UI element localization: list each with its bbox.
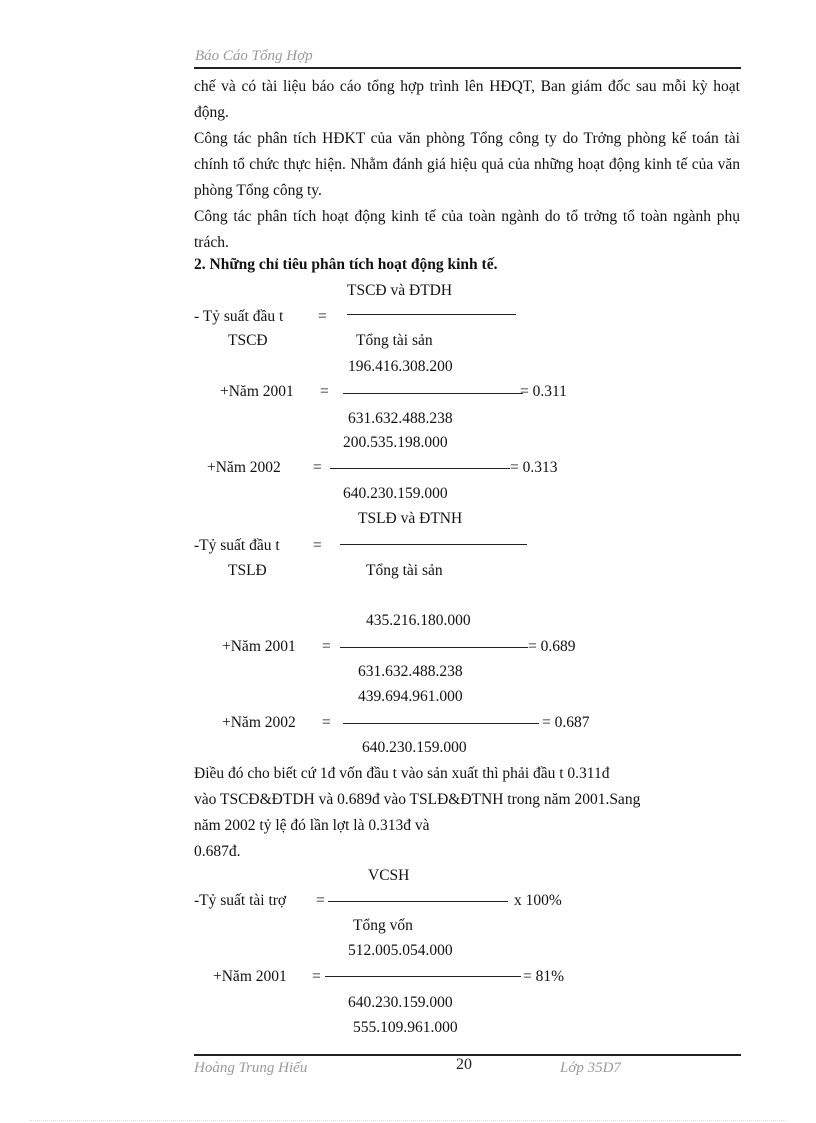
conclusion-line-4: 0.687đ. — [194, 843, 241, 860]
header-title: Báo Cáo Tổng Hợp — [195, 48, 313, 64]
formula2-denominator: Tổng tài sản — [366, 562, 443, 579]
f2-2001-label: +Năm 2001 — [222, 638, 296, 655]
footer-author: Hoàng Trung Hiếu — [194, 1060, 308, 1076]
f2-2001-fraction-line — [340, 647, 528, 648]
f3-2001-numerator: 512.005.054.000 — [348, 942, 453, 959]
f1-2002-fraction-line — [330, 468, 510, 469]
f1-2002-result: = 0.313 — [510, 459, 558, 476]
formula2-label: -Tỷ suất đầu t — [194, 537, 280, 554]
f3-2001-fraction-line — [325, 976, 521, 977]
f3-next-numerator: 555.109.961.000 — [353, 1019, 458, 1036]
formula2-equals: = — [313, 537, 322, 554]
formula3-multiplier: x 100% — [514, 892, 562, 909]
f1-2001-result: = 0.311 — [520, 383, 567, 400]
paragraph-1: chế và có tài liệu báo cáo tổng hợp trình lên HĐQT, Ban giám đốc sau mỗi kỳ hoạt động. — [194, 78, 740, 121]
f2-2001-numerator: 435.216.180.000 — [366, 612, 471, 629]
formula1-numerator: TSCĐ và ĐTDH — [347, 282, 453, 299]
formula2-numerator: TSLĐ và ĐTNH — [358, 510, 463, 527]
f1-2001-numerator: 196.416.308.200 — [348, 358, 453, 375]
conclusion-line-2: vào TSCĐ&ĐTDH và 0.689đ vào TSLĐ&ĐTNH trong năm 2001.Sang — [194, 791, 641, 808]
paragraph-3: Công tác phân tích hoạt động kinh tế của toàn ngành do tổ trởng tổ toàn ngành phụ trách. — [194, 208, 740, 251]
f1-2002-label: +Năm 2002 — [207, 459, 281, 476]
f2-2002-fraction-line — [343, 723, 539, 724]
section-heading: 2. Những chỉ tiêu phân tích hoạt động kinh tế. — [194, 256, 498, 273]
f2-2002-numerator: 439.694.961.000 — [358, 688, 463, 705]
f3-2001-equals: = — [312, 968, 321, 985]
f3-2001-label: +Năm 2001 — [213, 968, 287, 985]
f1-2002-equals: = — [313, 459, 322, 476]
f1-2001-label: +Năm 2001 — [220, 383, 294, 400]
f2-2001-denominator: 631.632.488.238 — [358, 663, 463, 680]
page-number: 20 — [456, 1056, 472, 1073]
formula1-denominator: Tổng tài sản — [356, 332, 433, 349]
f3-2001-result: = 81% — [523, 968, 565, 985]
f1-2001-equals: = — [320, 383, 329, 400]
formula1-sub-label: TSCĐ — [228, 332, 268, 349]
conclusion-line-3: năm 2002 tỷ lệ đó lần lợt là 0.313đ và — [194, 817, 430, 834]
conclusion-line-1: Điều đó cho biết cứ 1đ vốn đầu t vào sản xuất thì phải đầu t 0.311đ — [194, 765, 610, 782]
formula1-label: - Tỷ suất đầu t — [194, 308, 284, 325]
f2-2001-result: = 0.689 — [528, 638, 576, 655]
f3-2001-denominator: 640.230.159.000 — [348, 994, 453, 1011]
body-text — [194, 74, 740, 256]
formula3-fraction-line — [328, 901, 508, 902]
formula3-denominator: Tổng vốn — [353, 917, 413, 934]
formula2-fraction-line — [340, 544, 527, 545]
f1-2001-fraction-line — [343, 393, 523, 394]
f2-2002-equals: = — [322, 714, 331, 731]
f1-2001-denominator: 631.632.488.238 — [348, 410, 453, 427]
f2-2001-equals: = — [322, 638, 331, 655]
formula1-fraction-line — [347, 314, 516, 315]
page-bottom-edge — [30, 1120, 786, 1121]
f1-2002-denominator: 640.230.159.000 — [343, 485, 448, 502]
formula3-numerator: VCSH — [368, 867, 410, 884]
f2-2002-label: +Năm 2002 — [222, 714, 296, 731]
formula1-equals: = — [318, 308, 327, 325]
footer-class: Lớp 35D7 — [560, 1060, 621, 1076]
f2-2002-denominator: 640.230.159.000 — [362, 739, 467, 756]
formula3-label: -Tỷ suất tài trợ — [194, 892, 287, 909]
header-rule — [194, 67, 741, 69]
f2-2002-result: = 0.687 — [542, 714, 590, 731]
paragraph-2: Công tác phân tích HĐKT của văn phòng Tổng công ty do Trởng phòng kế toán tài chính tổ chức thực hiện. Nhằm đánh giá hiệu quả của những hoạt động kinh tế của văn phòng Tổng công ty. — [194, 130, 740, 199]
formula2-sub-label: TSLĐ — [228, 562, 267, 579]
f1-2002-numerator: 200.535.198.000 — [343, 434, 448, 451]
formula3-equals: = — [316, 892, 325, 909]
